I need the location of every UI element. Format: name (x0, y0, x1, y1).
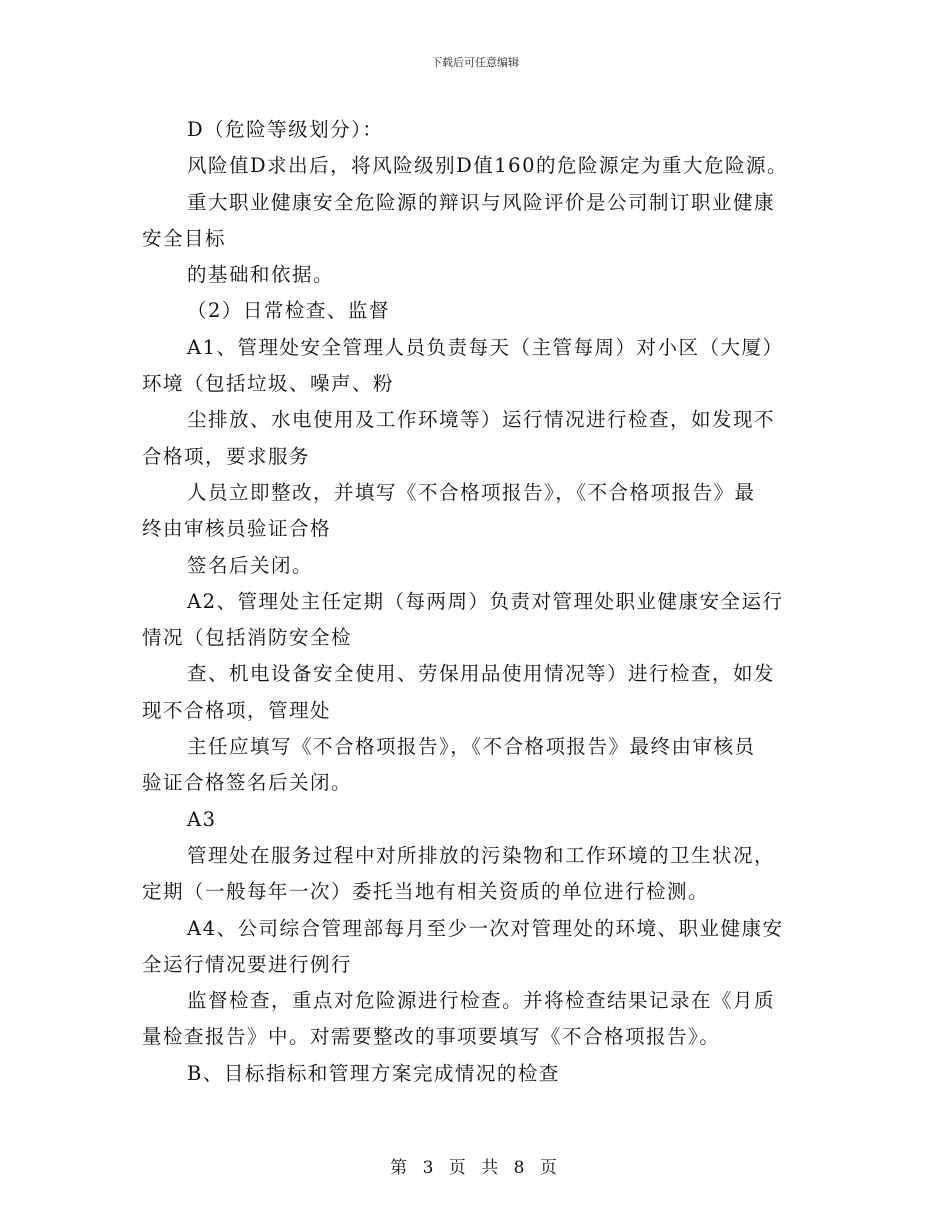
text-line: 情况（包括消防安全检 (142, 626, 353, 650)
text-line: B、目标指标和管理方案完成情况的检查 (187, 1061, 560, 1085)
text-line: 主任应填写《不合格项报告》，《不合格项报告》最终由审核员 (187, 735, 756, 759)
text-line: A3 (187, 807, 217, 831)
text-line: 签名后关闭。 (187, 553, 314, 577)
text-line: D（危险等级划分）： (187, 118, 384, 141)
text-line: 验证合格签名后关闭。 (142, 771, 353, 795)
text-line: 查、机电设备安全使用、劳保用品使用情况等）进行检查，如发 (187, 662, 776, 686)
text-line: 合格项，要求服务 (142, 444, 311, 468)
text-line: 安全目标 (142, 226, 227, 250)
document-body (142, 112, 810, 1092)
page-number: 第 3 页 共 8 页 (390, 1158, 560, 1178)
text-line: 管理处在服务过程中对所排放的污染物和工作环境的卫生状况， (187, 843, 776, 867)
text-line: 定期（一般每年一次）委托当地有相关资质的单位进行检测。 (142, 880, 710, 904)
page-header: 下载后可任意编辑 (431, 56, 519, 69)
text-line: 监督检查，重点对危险源进行检查。并将检查结果记录在《月质 (187, 989, 776, 1013)
text-line: 终由审核员验证合格 (142, 517, 332, 541)
text-line: 现不合格项，管理处 (142, 698, 332, 722)
text-line: 尘排放、水电使用及工作环境等）运行情况进行检查，如发现不 (187, 408, 776, 432)
text-line: 量检查报告》中。对需要整改的事项要填写《不合格项报告》。 (142, 1025, 721, 1049)
text-line: 风险值D求出后，将风险级别D值160的危险源定为重大危险源。 (187, 154, 788, 178)
text-line: 重大职业健康安全危险源的辩识与风险评价是公司制订职业健康 (187, 190, 776, 214)
text-line: 人员立即整改，并填写《不合格项报告》，《不合格项报告》最 (187, 480, 756, 504)
text-line: 环境（包括垃圾、噪声、粉 (142, 372, 395, 396)
text-line: 全运行情况要进行例行 (142, 952, 353, 976)
text-line: A2、管理处主任定期（每两周）负责对管理处职业健康安全运行 (187, 589, 784, 613)
text-line: A4、公司综合管理部每月至少一次对管理处的环境、职业健康安 (187, 916, 784, 940)
text-line: A1、管理处安全管理人员负责每天（主管每周）对小区（大厦） (187, 335, 784, 359)
text-line: （2）日常检查、监督 (187, 299, 390, 323)
text-line: 的基础和依据。 (187, 263, 335, 287)
